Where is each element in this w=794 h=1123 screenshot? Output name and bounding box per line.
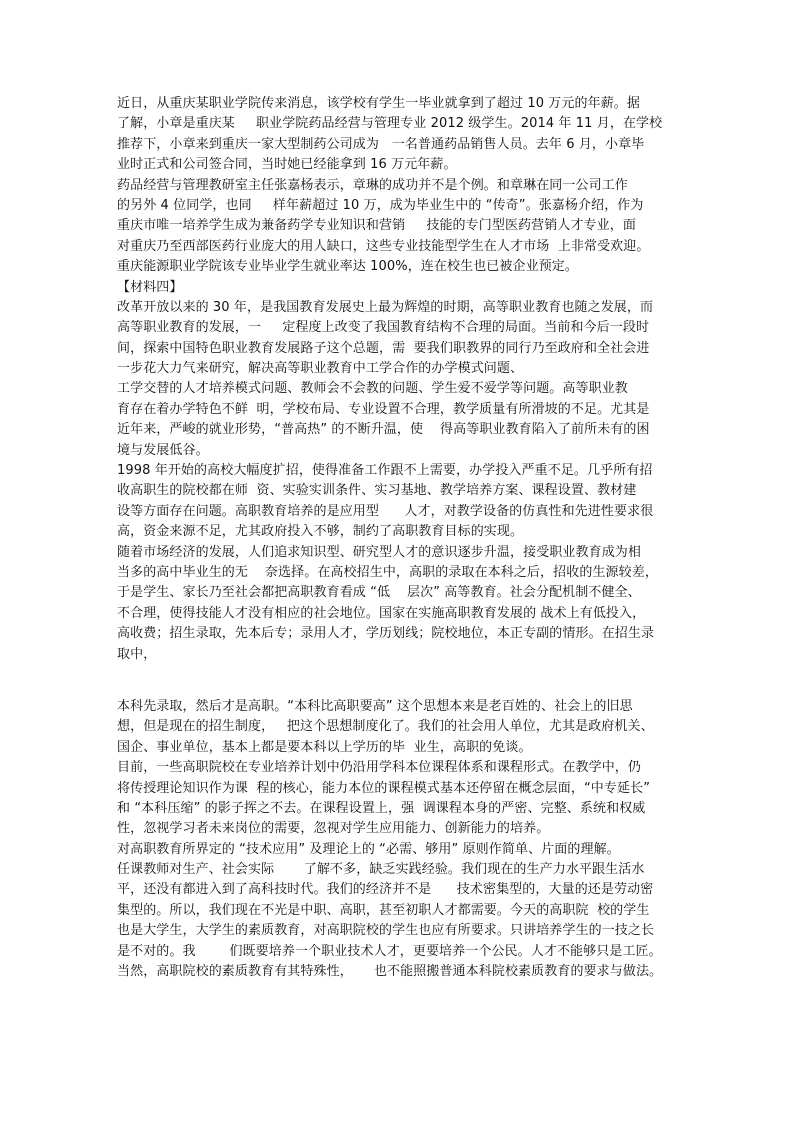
text-line: 平，还没有都进入到了高科技时代。我们的经济并不是 技术密集型的，大量的还是劳动密 xyxy=(117,882,654,898)
text-line: 工学交替的人才培养模式问题、教师会不会教的问题、学生爱不爱学等问题。高等职业教 xyxy=(117,381,628,397)
text-line: 对高职教育所界定的 “技术应用” 及理论上的 “必需、够用” 原则作简单、片面的理解。 xyxy=(117,841,620,857)
text-line: 高等职业教育的发展，一 定程度上改变了我国教育结构不合理的局面。当前和今后一段时 xyxy=(117,320,650,336)
paragraph-gap xyxy=(117,665,687,697)
text-line: 重庆市唯一培养学生成为兼备药学专业知识和营销 技能的专门型医药营销人才专业，面 xyxy=(117,218,636,234)
text-line: 集型的。所以，我们现在不光是中职、高职，甚至初职人才都需要。今天的高职院 校的学生 xyxy=(117,902,650,918)
document-body xyxy=(117,94,687,982)
text-line: 重庆能源职业学院该专业毕业学生就业率达 100%，连在校生也已被企业预定。 xyxy=(117,259,578,275)
text-line: 改革开放以来的 30 年，是我国教育发展史上最为辉煌的时期，高等职业教育也随之发展，而 xyxy=(117,299,654,315)
text-line: 是不对的。我 们既要培养一个职业技术人才，更要培养一个公民。人才不能够只是工匠。 xyxy=(117,943,662,959)
text-line: 设等方面存在问题。高职教育培养的是应用型 人才，对教学设备的仿真性和先进性要求很 xyxy=(117,503,654,519)
text-line: 随着市场经济的发展，人们追求知识型、研究型人才的意识逐步升温，接受职业教育成为相 xyxy=(117,544,642,560)
text-line: 和 “本科压缩” 的影子挥之不去。在课程设置上，强 调课程本身的严密、完整、系统和权威 xyxy=(117,800,646,816)
text-line: 本科先录取，然后才是高职。“本科比高职要高” 这个思想本来是老百姓的、社会上的旧思 xyxy=(117,698,633,714)
text-line: 取中， xyxy=(117,646,157,662)
text-line: 当多的高中毕业生的无 奈选择。在高校招生中，高职的录取在本科之后，招收的生源较差， xyxy=(117,564,658,580)
text-line: 了解，小章是重庆某 职业学院药品经营与管理专业 2012 级学生。2014 年 11 月，在学校 xyxy=(117,116,663,132)
text-line: 境与发展低谷。 xyxy=(117,442,209,458)
text-line: 业时正式和公司签合同，当时她已经能拿到 16 万元年薪。 xyxy=(117,157,457,173)
text-line: 于是学生、家长乃至社会都把高职教育看成 “低 层次” 高等教育。社会分配机制不健全、 xyxy=(117,585,641,601)
text-line: 收高职生的院校都在师 资、实验实训条件、实习基地、教学培养方案、课程设置、教材建 xyxy=(117,483,637,499)
text-line: 将传授理论知识作为课 程的核心，能力本位的课程模式基本还停留在概念层面，“中专延长” xyxy=(117,780,651,796)
text-line: 推荐下，小章来到重庆一家大型制药公司成为 一名普通药品销售人员。去年 6 月，小章毕 xyxy=(117,136,645,152)
text-line: 1998 年开始的高校大幅度扩招，使得准备工作跟不上需要，办学投入严重不足。几乎所有招 xyxy=(117,463,653,479)
text-line: 目前，一些高职院校在专业培养计划中仍沿用学科本位课程体系和课程形式。在教学中，仍 xyxy=(117,760,642,776)
text-line: 间，探索中国特色职业教育发展路子这个总题，需 要我们职教界的同行乃至政府和全社会进 xyxy=(117,340,650,356)
section-heading: 【材料四】 xyxy=(117,279,183,295)
text-line: 任课教师对生产、社会实际 了解不多，缺乏实践经验。我们现在的生产力水平跟生活水 xyxy=(117,862,645,878)
material-three-block xyxy=(117,94,687,665)
text-line: 的另外 4 位同学，也同 样年薪超过 10 万，成为毕业生中的 “传奇”。张嘉杨介绍，作为 xyxy=(117,197,644,213)
text-line: 高收费；招生录取，先本后专；录用人才，学历划线；院校地位，本正专副的情形。在招生录 xyxy=(117,626,655,642)
text-line: 国企、事业单位，基本上都是要本科以上学历的毕 业生，高职的免谈。 xyxy=(117,739,532,755)
text-line: 高，资金来源不足，尤其政府投入不够，制约了高职教育目标的实现。 xyxy=(117,524,524,540)
text-line: 对重庆乃至西部医药行业庞大的用人缺口，这些专业技能型学生在人才市场 上非常受欢迎。 xyxy=(117,238,650,254)
text-line: 不合理，使得技能人才没有相应的社会地位。国家在实施高职教育发展的 战术上有低投入， xyxy=(117,605,646,621)
text-line: 当然，高职院校的素质教育有其特殊性， 也不能照搬普通本科院校素质教育的要求与做法。 xyxy=(117,964,663,980)
text-line: 一步花大力气来研究，解决高等职业教育中工学合作的办学模式问题、 xyxy=(117,361,524,377)
text-line: 近日，从重庆某职业学院传来消息，该学校有学生一毕业就拿到了超过 10 万元的年薪。据 xyxy=(117,96,641,111)
text-line: 也是大学生，大学生的素质教育，对高职院校的学生也应有所要求。只讲培养学生的一技之长 xyxy=(117,923,655,939)
text-line: 近年来，严峻的就业形势，“普高热” 的不断升温，使 得高等职业教育陷入了前所未有的困 xyxy=(117,422,650,438)
text-line: 性，忽视学习者未来岗位的需要，忽视对学生应用能力、创新能力的培养。 xyxy=(117,821,550,837)
text-line: 想，但是现在的招生制度， 把这个思想制度化了。我们的社会用人单位，尤其是政府机关、 xyxy=(117,719,654,735)
text-line: 育存在着办学特色不鲜 明，学校布局、专业设置不合理，教学质量有所滑坡的不足。尤其是 xyxy=(117,401,650,417)
text-line: 药品经营与管理教研室主任张嘉杨表示，章琳的成功并不是个例。和章琳在同一公司工作 xyxy=(117,177,628,193)
continued-block xyxy=(117,697,687,982)
